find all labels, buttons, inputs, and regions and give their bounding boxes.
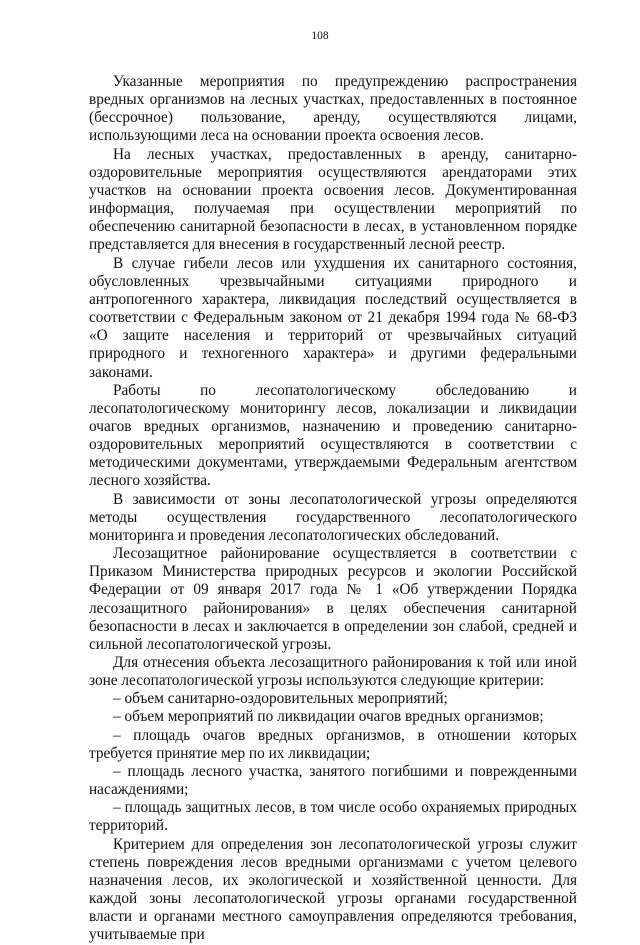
paragraph-survey-works: Работы по лесопатологическому обследованию и лесопатологическому мониторингу лесов, локализации и ликвидации очагов вредных организмов, назначению и проведению санитарно-оздоровительных мероприятий осуществляются в соответствии с методическими документами, утверждаемыми Федеральным агентством лесного хозяйства. [89,381,577,490]
document-body [89,73,577,945]
paragraph-leased-plots: На лесных участках, предоставленных в аренду, санитарно-оздоровительные мероприятия осуществляются арендаторами этих участков на основании проекта освоения лесов. Документированная информация, получаемая при осуществлении мероприятий по обеспечению санитарной безопасности в лесах, в установленном порядке представляется для внесения в государственный лесной реестр. [89,145,577,254]
criteria-item-foci-area: – площадь очагов вредных организмов, в отношении которых требуется принятие мер по их ликвидации; [89,726,577,762]
criteria-item-sanitary-volume: – объем санитарно-оздоровительных мероприятий; [113,690,448,708]
page-number: 108 [311,30,329,42]
paragraph-zoning-order: Лесозащитное районирование осуществляется в соответствии с Приказом Министерства природных ресурсов и экологии Российской Федерации от 09 января 2017 года № 1 «Об утверждении Порядка лесозащитного районирования» в целях обеспечения санитарной безопасности в лесах и заключается в определении зон слабой, средней и сильной лесопатологической угрозы. [89,545,577,653]
criteria-item-damaged-area: – площадь лесного участка, занятого погибшими и поврежденными насаждениями; [89,762,577,799]
paragraph-forest-loss: В случае гибели лесов или ухудшения их санитарного состояния, обусловленных чрезвычайными ситуациями природного и антропогенного характера, ликвидация последствий осуществляется в соответствии с Федеральным законом от 21 декабря 1994 года № 68-ФЗ «О защите населения и территорий от чрезвычайных ситуаций природного и техногенного характера» и другими федеральными законами. [89,254,577,381]
paragraph-threat-zones: В зависимости от зоны лесопатологической угрозы определяются методы осуществления государственного лесопатологического мониторинга и проведения лесопатологических обследований. [89,490,577,544]
criteria-item-protective-forests: – площадь защитных лесов, в том числе особо охраняемых природных территорий. [89,799,577,835]
paragraph-closing: Критерием для определения зон лесопатологической угрозы служит степень повреждения лесов вредными организмами с учетом целевого назначения лесов, их экологической и хозяйственной ценности. Для каждой зоны лесопатологической угрозы органами государственной власти и органами местного самоуправления определяются требования, учитываемые при [89,835,577,944]
paragraph-pest-prevention: Указанные мероприятия по предупреждению распространения вредных организмов на лесных участках, предоставленных в постоянное (бессрочное) пользование, аренду, осуществляются лицами, использующими леса на основании проекта освоения лесов. [89,73,577,145]
paragraph-criteria-intro: Для отнесения объекта лесозащитного районирования к той или иной зоне лесопатологической угрозы используются следующие критерии: [89,654,577,690]
criteria-item-elimination-volume: – объем мероприятий по ликвидации очагов вредных организмов; [113,708,544,726]
